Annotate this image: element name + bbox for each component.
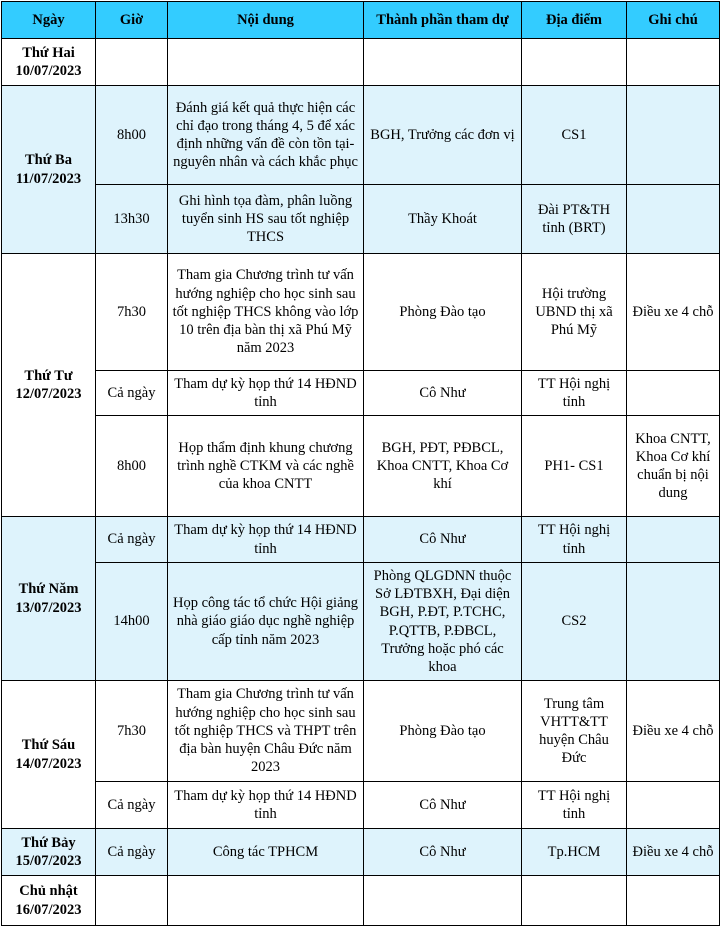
participants-cell: Phòng QLGDNN thuộc Sở LĐTBXH, Đại diện BGH, P.ĐT, P.TCHC, P.QTTB, P.ĐBCL, Trưởng hoặc phó các khoa <box>364 563 522 681</box>
table-row <box>2 185 720 254</box>
time-cell: 7h30 <box>96 254 168 371</box>
day-group-wednesday <box>2 254 720 517</box>
day-date: 10/07/2023 <box>15 63 82 79</box>
table-row <box>2 563 720 681</box>
content-cell: Ghi hình tọa đàm, phân luồng tuyển sinh HS sau tốt nghiệp THCS <box>168 185 364 254</box>
content-cell: Đánh giá kết quả thực hiện các chỉ đạo trong tháng 4, 5 để xác định những vấn đề còn tồn tại- nguyên nhân và cách khắc phục <box>168 86 364 185</box>
participants-cell: Cô Như <box>364 782 522 829</box>
content-cell <box>168 876 364 926</box>
table-row <box>2 39 720 86</box>
time-cell: Cả ngày <box>96 829 168 876</box>
note-cell <box>627 517 720 563</box>
time-cell: Cả ngày <box>96 782 168 829</box>
time-cell: 13h30 <box>96 185 168 254</box>
day-date: 12/07/2023 <box>15 386 82 402</box>
day-name: Thứ Năm <box>18 581 79 598</box>
time-cell: 7h30 <box>96 681 168 782</box>
content-cell: Tham dự kỳ họp thứ 14 HĐND tỉnh <box>168 782 364 829</box>
day-date: 13/07/2023 <box>15 599 82 616</box>
location-cell <box>522 876 627 926</box>
table-row <box>2 681 720 782</box>
day-date: 14/07/2023 <box>15 755 82 772</box>
content-cell: Tham dự kỳ họp thứ 14 HĐND tỉnh <box>168 371 364 416</box>
content-cell: Tham dự kỳ họp thứ 14 HĐND tỉnh <box>168 517 364 563</box>
table-row <box>2 86 720 185</box>
location-cell: Hội trường UBND thị xã Phú Mỹ <box>522 254 627 371</box>
time-cell: Cả ngày <box>96 517 168 563</box>
day-date: 15/07/2023 <box>15 853 82 869</box>
table-header <box>2 2 720 39</box>
header-location: Địa điểm <box>522 2 627 39</box>
day-group-saturday <box>2 829 720 876</box>
location-cell: PH1- CS1 <box>522 416 627 517</box>
day-group-tuesday <box>2 86 720 254</box>
note-cell <box>627 185 720 254</box>
time-cell <box>96 39 168 86</box>
day-cell <box>2 86 96 254</box>
note-cell <box>627 782 720 829</box>
day-cell <box>2 829 96 876</box>
participants-cell: BGH, PĐT, PĐBCL, Khoa CNTT, Khoa Cơ khí <box>364 416 522 517</box>
time-cell: 8h00 <box>96 86 168 185</box>
location-cell: CS2 <box>522 563 627 681</box>
participants-cell: Phòng Đào tạo <box>364 681 522 782</box>
day-group-sunday <box>2 876 720 926</box>
weekly-schedule-table <box>1 1 720 926</box>
content-cell: Công tác TPHCM <box>168 829 364 876</box>
note-cell: Điều xe 4 chỗ <box>627 829 720 876</box>
location-cell: Tp.HCM <box>522 829 627 876</box>
content-cell: Tham gia Chương trình tư vấn hướng nghiệp cho học sinh sau tốt nghiệp THCS và THPT trên địa bàn huyện Châu Đức năm 2023 <box>168 681 364 782</box>
participants-cell: BGH, Trưởng các đơn vị <box>364 86 522 185</box>
header-content: Nội dung <box>168 2 364 39</box>
day-group-friday <box>2 681 720 829</box>
participants-cell: Cô Như <box>364 371 522 416</box>
day-cell <box>2 876 96 926</box>
content-cell: Tham gia Chương trình tư vấn hướng nghiệp cho học sinh sau tốt nghiệp THCS không vào lớp 10 trên địa bàn thị xã Phú Mỹ năm 2023 <box>168 254 364 371</box>
header-participants: Thành phần tham dự <box>364 2 522 39</box>
location-cell <box>522 39 627 86</box>
note-cell <box>627 563 720 681</box>
location-cell: TT Hội nghị tỉnh <box>522 782 627 829</box>
location-cell: Đài PT&TH tỉnh (BRT) <box>522 185 627 254</box>
note-cell <box>627 86 720 185</box>
day-name: Thứ Bảy <box>21 834 76 851</box>
time-cell: 14h00 <box>96 563 168 681</box>
table-row <box>2 782 720 829</box>
note-cell: Điều xe 4 chỗ <box>627 254 720 371</box>
table-row <box>2 371 720 416</box>
location-cell: TT Hội nghị tỉnh <box>522 517 627 563</box>
table-row <box>2 254 720 371</box>
header-time: Giờ <box>96 2 168 39</box>
note-cell: Khoa CNTT, Khoa Cơ khí chuẩn bị nội dung <box>627 416 720 517</box>
content-cell: Họp công tác tổ chức Hội giảng nhà giáo giáo dục nghề nghiệp cấp tỉnh năm 2023 <box>168 563 364 681</box>
day-cell <box>2 681 96 829</box>
header-note: Ghi chú <box>627 2 720 39</box>
day-name: Thứ Sáu <box>21 737 76 754</box>
day-name: Thứ Tư <box>24 367 73 384</box>
note-cell <box>627 39 720 86</box>
day-cell <box>2 517 96 681</box>
content-cell: Họp thẩm định khung chương trình nghề CTKM và các nghề của khoa CNTT <box>168 416 364 517</box>
participants-cell: Cô Như <box>364 517 522 563</box>
table-row <box>2 416 720 517</box>
participants-cell: Cô Như <box>364 829 522 876</box>
table-row <box>2 829 720 876</box>
table-row <box>2 517 720 563</box>
participants-cell <box>364 39 522 86</box>
day-date: 16/07/2023 <box>15 901 82 918</box>
day-cell <box>2 254 96 517</box>
location-cell: TT Hội nghị tỉnh <box>522 371 627 416</box>
table-row <box>2 876 720 926</box>
note-cell <box>627 371 720 416</box>
note-cell <box>627 876 720 926</box>
day-date: 11/07/2023 <box>15 170 82 187</box>
location-cell: Trung tâm VHTT&TT huyện Châu Đức <box>522 681 627 782</box>
note-cell: Điều xe 4 chỗ <box>627 681 720 782</box>
participants-cell: Phòng Đào tạo <box>364 254 522 371</box>
time-cell: Cả ngày <box>96 371 168 416</box>
content-cell <box>168 39 364 86</box>
participants-cell: Thầy Khoát <box>364 185 522 254</box>
day-name: Chủ nhật <box>19 883 78 900</box>
day-group-thursday <box>2 517 720 681</box>
day-name: Thứ Ba <box>25 152 72 169</box>
day-group-monday <box>2 39 720 86</box>
time-cell: 8h00 <box>96 416 168 517</box>
location-cell: CS1 <box>522 86 627 185</box>
time-cell <box>96 876 168 926</box>
day-cell <box>2 39 96 86</box>
day-name: Thứ Hai <box>22 44 75 61</box>
header-day: Ngày <box>2 2 96 39</box>
participants-cell <box>364 876 522 926</box>
header-row <box>2 2 720 39</box>
